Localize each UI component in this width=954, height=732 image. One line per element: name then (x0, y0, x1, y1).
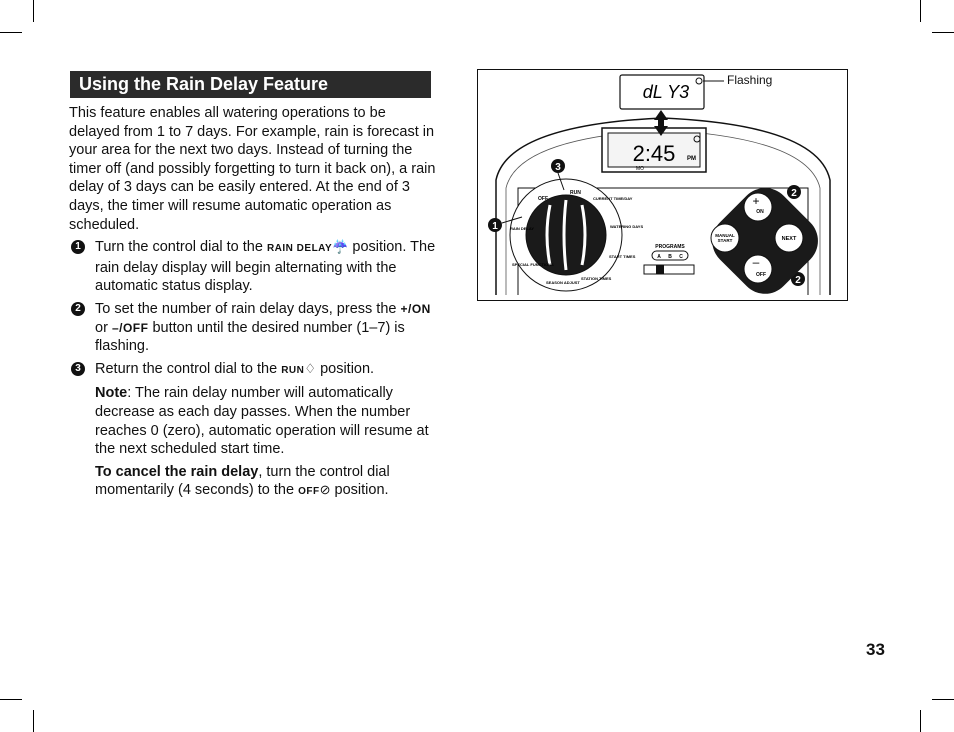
step-number: 2 (71, 302, 85, 316)
lcd-pm: PM (687, 156, 696, 162)
cancel-paragraph (69, 463, 439, 502)
rain-delay-readout: dL Y3 (642, 82, 690, 102)
program-a-label: A (657, 254, 661, 260)
sprinkler-icon: ♢ (304, 360, 317, 376)
note-label: Note (95, 385, 128, 402)
step-text: position. The rain delay display will begin alternating with the automatic status display. (95, 239, 436, 295)
crop-mark (33, 0, 34, 22)
program-switch (644, 265, 694, 274)
section-title: Using the Rain Delay Feature (70, 71, 431, 98)
step-3 (69, 360, 439, 381)
intro-paragraph: This feature enables all watering operations to be delayed from 1 to 7 days. For example, rain is forecast in your area for the next two days. Instead of turning the timer off (and possibly forgetting to turn it back on), a rain delay of 3 days can be easily entered. At the end of 3 days, the timer will resume automatic operation as scheduled. (69, 105, 436, 233)
program-c-label: C (679, 254, 683, 260)
lcd-day: MO (636, 166, 645, 172)
flashing-label: Flashing (727, 73, 773, 87)
dial-label-current-time: CURRENT TIME/DAY (593, 196, 633, 201)
on-button-label: ON (756, 209, 764, 215)
off-button-label: OFF (756, 272, 766, 278)
next-button-label: NEXT (781, 236, 797, 242)
page-number: 33 (866, 640, 885, 659)
crop-mark (932, 32, 954, 33)
callout-number: 2 (791, 188, 797, 199)
crop-mark (932, 699, 954, 700)
dial-label-rain-delay: RAIN DELAY (510, 226, 535, 231)
lcd-time: 2:45 (632, 141, 676, 166)
off-button-symbol: – (752, 255, 760, 269)
crop-mark (0, 32, 22, 33)
callout-number: 2 (795, 275, 801, 286)
key-label: RAIN DELAY (266, 243, 333, 255)
step-number: 1 (71, 240, 85, 254)
step-text: To set the number of rain delay days, press the (95, 300, 397, 317)
callout-number: 1 (492, 221, 498, 232)
manual-start-label: START (717, 238, 733, 243)
body-text (69, 104, 439, 502)
crop-mark (920, 710, 921, 732)
dial-label-run: RUN (570, 190, 581, 196)
step-text: button until the desired number (1–7) is flashing. (95, 319, 405, 355)
step-number: 3 (71, 362, 85, 376)
note-paragraph (69, 384, 439, 458)
cancel-text: position. (334, 482, 389, 499)
cancel-text: , turn the control dial momentarily (4 seconds) to the (95, 463, 390, 499)
rain-cloud-icon: ☔ (332, 239, 349, 255)
dial-label-station-times: STATION TIMES (581, 276, 612, 281)
manual-start-label: MANUAL (715, 233, 735, 238)
program-b-label: B (668, 254, 672, 260)
key-label: +/ON (400, 301, 431, 316)
callout-number: 3 (555, 162, 561, 173)
step-text: Return the control dial to the (95, 360, 278, 377)
step-2 (69, 300, 439, 356)
controller-drawing (478, 70, 847, 300)
on-button-symbol: + (752, 194, 760, 208)
programs-label: PROGRAMS (655, 244, 685, 250)
key-label: RUN (281, 364, 305, 376)
step-1 (69, 238, 439, 296)
dial-label-watering-days: WATERING DAYS (610, 224, 644, 229)
cancel-label: To cancel the rain delay (95, 463, 259, 480)
step-text: position. (320, 360, 375, 377)
dial-label-season-adjust: SEASON ADJUST (546, 280, 580, 285)
dial-label-special-functions: SPECIAL FUNCTIONS (512, 262, 554, 267)
crop-mark (33, 710, 34, 732)
off-icon: ⊘ (319, 482, 331, 498)
crop-mark (920, 0, 921, 22)
note-text: : The rain delay number will automatically decrease as each day passes. When the number reaches 0 (zero), automatic operation will resume at the next scheduled start time. (95, 385, 429, 458)
program-switch-slider[interactable] (656, 265, 664, 274)
dial-label-off: OFF (538, 196, 548, 202)
key-label: –/OFF (111, 320, 149, 335)
crop-mark (0, 699, 22, 700)
step-text: or (95, 319, 108, 336)
step-text: Turn the control dial to the (95, 239, 263, 256)
key-label: OFF (298, 486, 320, 498)
controller-illustration (477, 69, 848, 301)
dial-label-start-times: START TIMES (609, 254, 636, 259)
